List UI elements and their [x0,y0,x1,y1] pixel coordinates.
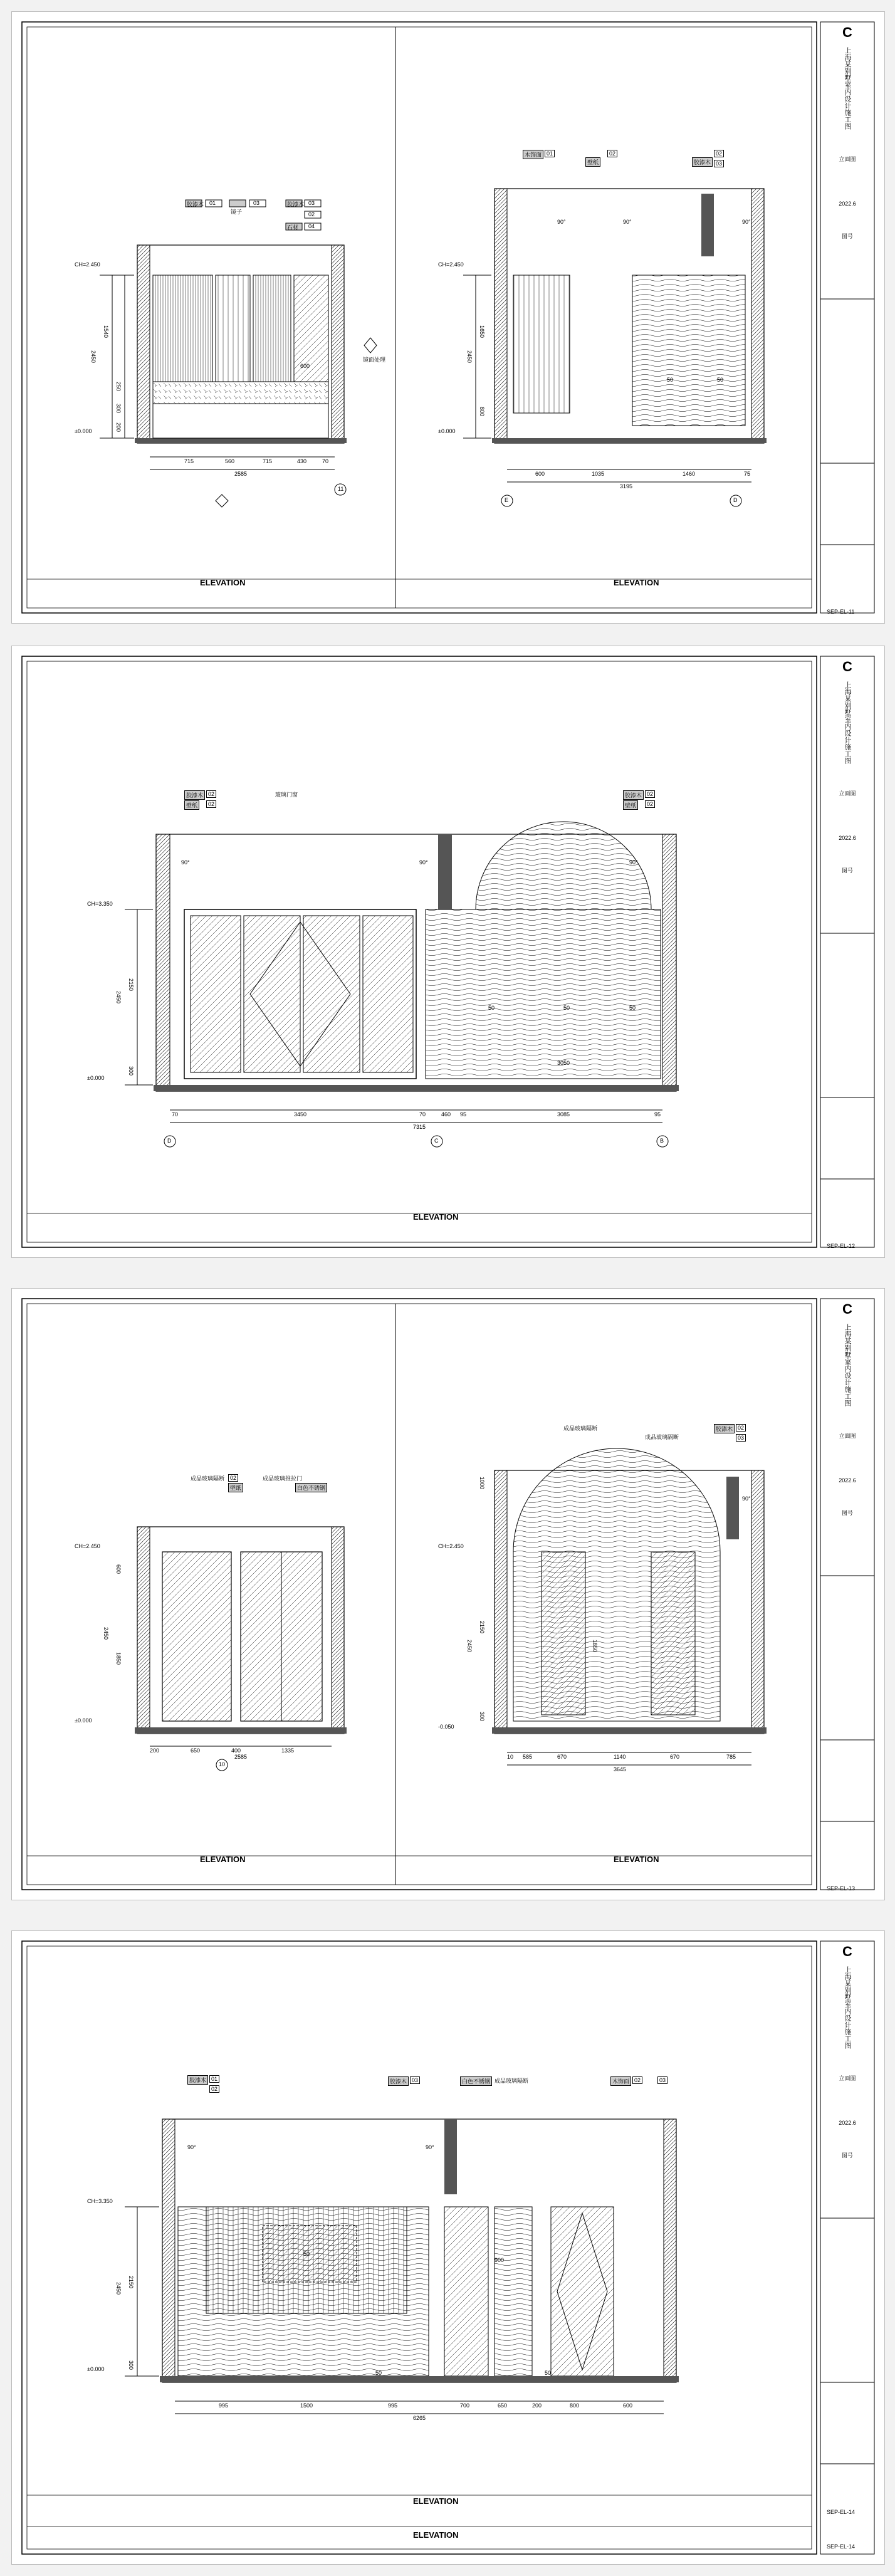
s4-dim-4: 700 [460,2402,470,2409]
s2-tb-logo: C [842,659,852,674]
s2-dim-total: 7315 [413,1124,426,1130]
s2-axis-1: D [167,1138,172,1144]
s1-right-angle-3: 90° [742,219,751,225]
s3-left-dim-2: 650 [191,1747,201,1754]
s2-sheet-no: SEP-EL-12 [827,1243,856,1249]
s4-tag-3-code: 03 [410,2076,420,2084]
s1-left-vdim-3: 300 [115,404,122,414]
s3-left-dim-3: 400 [231,1747,241,1754]
sheet2-text-layer [12,646,884,1257]
s3-left-tag-2: 壁纸 [228,1483,243,1492]
s1-tb-project: 上海某别墅室内设计施工图 [844,47,851,130]
s4-angle-2: 90° [426,2144,434,2150]
s2-dim-5: 95 [460,1111,467,1118]
s3-left-tag-3: 成品玻璃推拉门 [263,1475,303,1482]
s2-level-base: ±0.000 [87,1075,105,1081]
s4-level-base: ±0.000 [87,2366,105,2372]
s3-right-vdim-2: 2150 [479,1621,485,1634]
s3-left-axis: 10 [219,1761,226,1767]
s4-tb-drawing: 立面图 [839,2075,856,2081]
s2-dim-4: 460 [441,1111,451,1118]
s1-left-level-top: CH=2.450 [75,261,100,268]
s3-right-level-top: CH=2.450 [438,1543,464,1549]
s2-tb-drawing: 立面图 [839,790,856,797]
s3-left-dim-total: 2585 [234,1754,248,1760]
s4-tag-3: 胶漆木 [388,2076,409,2086]
s1-right-vdim-total: 2450 [466,350,473,364]
s2-tag-l1-code: 02 [206,790,216,798]
s4-tag-7-code: 03 [657,2076,667,2084]
s1-right-dim-4: 75 [744,471,751,477]
s3-right-angle-1: 90° [742,1495,751,1502]
sheet1-text-layer [12,12,884,623]
s3-right-dim-total: 3645 [614,1766,627,1772]
s1-left-dim-2: 560 [225,458,235,464]
s3-right-dim-4: 1140 [614,1754,626,1760]
s1-right-angle-2: 90° [623,219,632,225]
s2-mark-2: 50 [563,1005,570,1011]
s4-title: ELEVATION [413,2496,459,2506]
s4-vdim-2: 300 [128,2360,134,2370]
s1-left-vdim-total: 2450 [90,350,97,364]
s4-sheet-no-2: SEP-EL-14 [827,2543,856,2550]
s1-right-dim-1: 600 [535,471,545,477]
s3-left-tag-1: 成品玻璃隔断 [191,1475,225,1482]
s4-title-2: ELEVATION [413,2530,459,2540]
s1-tb-label: 图号 [841,233,853,239]
s4-tb-project: 上海某别墅室内设计施工图 [844,1966,851,2049]
s1-tb-date: 2022.6 [839,201,856,207]
s4-vdim-total: 2450 [115,2282,122,2295]
s1-right-mark-2: 50 [717,377,724,383]
s2-dim-2: 3450 [294,1111,307,1118]
s1-left-tag-3-code: 03 [308,200,315,206]
s3-right-level-base: -0.050 [438,1724,454,1730]
s4-tb-logo: C [842,1944,852,1959]
s3-right-dim-1: 10 [507,1754,514,1760]
s2-title-block [822,659,873,874]
s2-angle-2: 90° [419,859,428,866]
s1-left-dim-4: 430 [297,458,307,464]
s3-left-tag-4: 白色不锈钢 [295,1483,327,1492]
s1-right-tag-2: 壁纸 [585,157,600,167]
s2-axis-3: B [660,1138,664,1144]
s2-vdim-1: 2150 [128,978,134,992]
s2-tag-l2-code: 02 [206,800,216,808]
s4-tag-1: 胶漆木 [187,2075,208,2085]
s4-title-block [822,1944,873,2159]
s1-left-dim-5: 70 [322,458,329,464]
s2-level-top: CH=3.350 [87,901,113,907]
s3-right-dim-5: 670 [670,1754,680,1760]
s1-right-vdim-2: 800 [479,407,485,417]
s4-dim-7: 800 [570,2402,580,2409]
s2-angle-3: 90° [629,859,638,866]
s2-tag-r2: 壁纸 [623,800,638,810]
s1-tb-drawing: 立面图 [839,156,856,162]
s3-right-tag-4-code: 03 [736,1434,746,1442]
s3-left-vdim-2: 1850 [115,1652,122,1665]
s1-right-title: ELEVATION [614,578,659,587]
s4-tag-6-code: 02 [632,2076,642,2084]
s3-title-block [822,1301,873,1517]
s1-right-level-base: ±0.000 [438,428,456,434]
s4-dim-1: 995 [219,2402,229,2409]
s2-mark-4: 3050 [557,1060,570,1066]
s3-tb-logo: C [842,1301,852,1317]
s3-right-vdim-4: 300 [479,1712,485,1722]
s1-right-axis-2: D [733,497,738,503]
s2-dim-7: 95 [654,1111,661,1118]
s3-sheet-no: SEP-EL-13 [827,1885,856,1892]
s3-left-level-base: ±0.000 [75,1717,92,1724]
s3-right-title: ELEVATION [614,1855,659,1864]
s4-tag-1-code: 01 [209,2075,219,2083]
sheet4-text-layer [12,1931,884,2564]
drawing-sheet-2 [11,646,885,1258]
s4-tag-5: 成品玻璃隔断 [495,2078,529,2084]
s1-left-tag-2-code: 03 [253,200,260,206]
s1-right-tag-3-code: 02 [714,150,724,157]
s1-right-tag-2-code: 02 [607,150,617,157]
s1-right-tag-1-code: 01 [545,150,555,157]
s1-right-dim-total: 3195 [620,483,633,490]
s3-right-tag-3: 胶漆木 [714,1424,735,1433]
s1-right-angle-1: 90° [557,219,566,225]
s4-tag-6: 木饰面 [610,2076,631,2086]
s1-right-dim-2: 1035 [592,471,605,477]
s4-angle-1: 90° [187,2144,196,2150]
s2-title: ELEVATION [413,1212,459,1222]
s2-dim-1: 70 [172,1111,179,1118]
s2-tag-r1-code: 02 [645,790,655,798]
s4-dim-8: 600 [623,2402,633,2409]
s1-left-note-mid: 600 [300,363,310,369]
s1-left-tag-5-code: 02 [308,211,315,217]
s3-left-dim-4: 1335 [281,1747,295,1754]
s4-dim-2: 1500 [300,2402,313,2409]
s1-right-tag-1: 木饰面 [523,150,543,159]
s4-level-top: CH=3.350 [87,2198,113,2204]
s3-right-vdim-total: 2450 [466,1640,473,1653]
s3-tb-date: 2022.6 [839,1477,856,1484]
s3-right-dim-2: 585 [523,1754,533,1760]
s2-tb-label: 图号 [841,867,853,874]
s3-right-tag-1: 成品玻璃隔断 [563,1425,598,1432]
s3-right-dim-3: 670 [557,1754,567,1760]
s4-dim-5: 650 [498,2402,508,2409]
sheet3-text-layer [12,1289,884,1900]
s4-tag-4: 白色不锈钢 [460,2076,492,2086]
s3-right-tag-2: 成品玻璃隔断 [645,1434,679,1440]
s4-dim-6: 200 [532,2402,542,2409]
s4-tb-date: 2022.6 [839,2120,856,2126]
s1-left-tag-4: 石材 [287,224,299,231]
s2-tag-mid: 玻璃门窗 [275,792,298,798]
s1-left-dim-total: 2585 [234,471,248,477]
s1-right-tag-3: 胶漆木 [692,157,713,167]
s2-mark-3: 50 [629,1005,636,1011]
s1-right-level-top: CH=2.450 [438,261,464,268]
s4-mark-3: 50 [545,2370,552,2376]
s2-mark-1: 50 [488,1005,495,1011]
s3-left-vdim-1: 600 [115,1564,122,1574]
s3-tb-label: 图号 [841,1510,853,1516]
s2-axis-2: C [434,1138,439,1144]
s1-right-axis-1: E [505,497,509,503]
s1-left-dim-1: 715 [184,458,194,464]
s4-mark-1: 50 [303,2251,310,2257]
s2-angle-1: 90° [181,859,190,866]
s2-tb-project: 上海某别墅室内设计施工图 [844,681,851,764]
s2-tag-r1: 胶漆木 [623,790,644,800]
s1-left-level-base: ±0.000 [75,428,92,434]
s3-tb-drawing: 立面图 [839,1433,856,1439]
s2-tag-l1: 胶漆木 [184,790,205,800]
s4-mark-4: 900 [495,2257,505,2263]
s1-right-mark-1: 50 [667,377,674,383]
drawing-sheet-1 [11,11,885,624]
s3-left-title: ELEVATION [200,1855,246,1864]
s1-left-tag-1-code: 01 [209,200,216,206]
s1-tb-logo: C [842,24,852,40]
s2-dim-3: 70 [419,1111,426,1118]
s2-tag-r2-code: 02 [645,800,655,808]
s2-tag-l2: 壁纸 [184,800,199,810]
s1-right-dim-3: 1460 [683,471,696,477]
s3-left-dim-1: 200 [150,1747,160,1754]
s1-left-note-right: 镜面处理 [363,357,386,363]
s4-sheet-no: SEP-EL-14 [827,2509,856,2515]
drawing-sheet-3 [11,1288,885,1900]
s1-right-tag-4-code: 03 [714,160,724,167]
s1-left-vdim-4: 200 [115,422,122,432]
s1-left-dim-3: 715 [263,458,273,464]
s3-right-dim-6: 785 [726,1754,736,1760]
s1-right-vdim-1: 1650 [479,325,485,338]
s1-left-tag-4-code: 04 [308,223,315,229]
s3-right-vdim-1: 1000 [479,1477,485,1490]
s1-left-vdim-2: 250 [115,382,122,392]
s4-tb-label: 图号 [841,2152,853,2159]
s1-left-tag-1: 胶漆木 [187,201,204,207]
s2-dim-6: 3085 [557,1111,570,1118]
s4-vdim-1: 2150 [128,2276,134,2289]
s1-left-axis: 11 [338,486,344,492]
s2-tb-date: 2022.6 [839,835,856,841]
s4-mark-2: 50 [375,2370,382,2376]
s1-title-block [822,24,873,240]
s2-vdim-total: 2450 [115,991,122,1004]
s3-left-level-top: CH=2.450 [75,1543,100,1549]
s2-vdim-2: 300 [128,1066,134,1076]
s1-left-tag-2: 镜子 [231,209,243,215]
s3-left-vdim-total: 2450 [103,1627,109,1640]
s3-right-vdim-3: 1850 [592,1640,598,1653]
s3-right-tag-3-code: 02 [736,1424,746,1432]
s3-left-tag-1-code: 02 [228,1474,238,1482]
s4-tag-2-code: 02 [209,2085,219,2093]
drawing-sheet-4 [11,1930,885,2565]
s3-tb-project: 上海某别墅室内设计施工图 [844,1324,851,1406]
s1-left-title: ELEVATION [200,578,246,587]
s1-sheet-no: SEP-EL-11 [827,609,855,615]
s4-dim-total: 6265 [413,2415,426,2421]
s1-left-vdim-1: 1540 [103,325,109,338]
s4-dim-3: 995 [388,2402,398,2409]
s1-left-tag-3: 胶漆木 [287,201,305,207]
